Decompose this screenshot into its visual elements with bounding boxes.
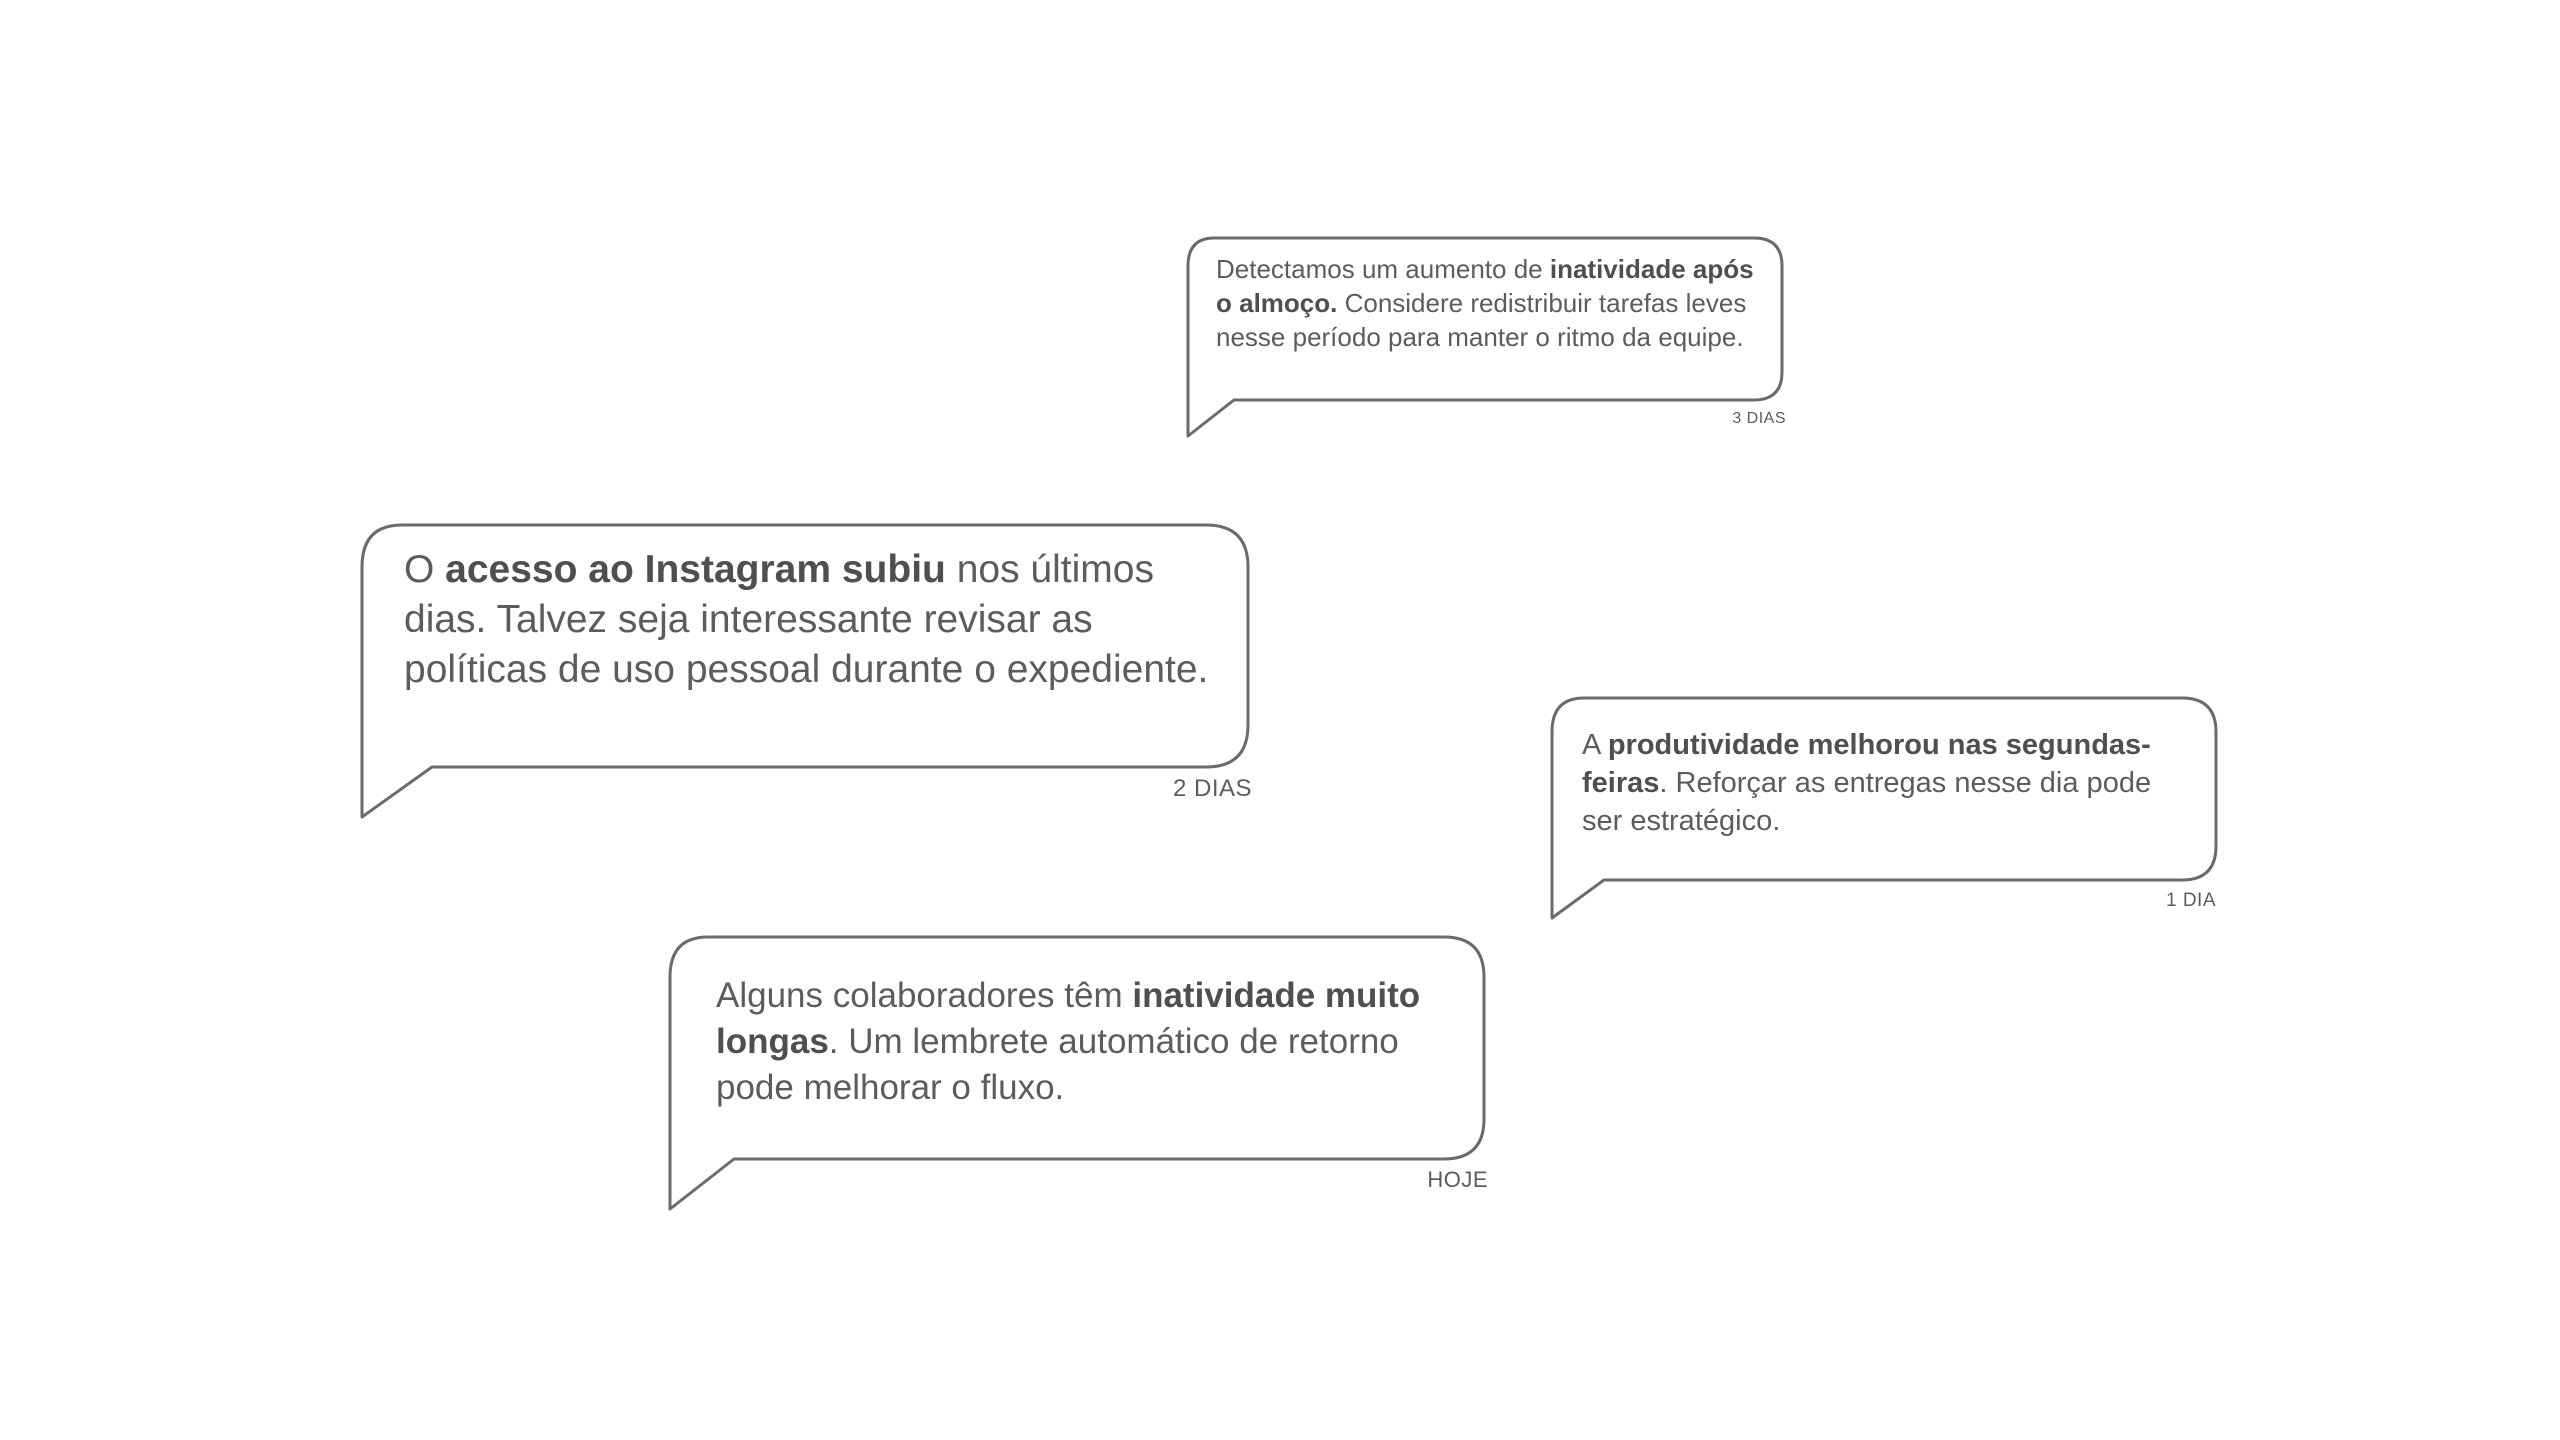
message-text: . Um lembrete automático de retorno pode melhorar o fluxo. (716, 1022, 1399, 1107)
message-text: A (1582, 729, 1608, 761)
message-highlight: produtividade melhorou nas segundas-feiras (1582, 729, 2151, 799)
insight-message (716, 973, 1456, 1111)
insight-bubble-monday-productivity (1550, 698, 2220, 928)
insight-bubble-instagram-access (360, 525, 1252, 825)
insight-message (1216, 252, 1756, 354)
message-text: nos últimos dias. Talvez seja interessante revisar as políticas de uso pessoal durante o expediente. (404, 548, 1209, 691)
message-timestamp: HOJE (1427, 1167, 1488, 1192)
insight-message (1582, 726, 2182, 840)
message-text: . Reforçar as entregas nesse dia pode ser estratégico. (1582, 767, 2152, 837)
insight-bubble-inactivity-after-lunch (1186, 238, 1786, 438)
insight-bubble-long-inactivity (668, 937, 1488, 1217)
message-highlight: inatividade muito longas (716, 976, 1421, 1061)
message-text: O (404, 548, 446, 591)
message-highlight: inatividade após o almoço. (1216, 254, 1754, 318)
message-timestamp: 1 DIA (2165, 890, 2216, 911)
message-text: Alguns colaboradores têm (716, 976, 1133, 1015)
message-timestamp: 3 DIAS (1732, 410, 1786, 427)
message-highlight: acesso ao Instagram subiu (445, 548, 946, 591)
insight-message (404, 545, 1224, 695)
message-text: Detectamos um aumento de (1216, 254, 1550, 284)
message-timestamp: 2 DIAS (1172, 775, 1252, 802)
message-text: Considere redistribuir tarefas leves nesse período para manter o ritmo da equipe. (1216, 288, 1747, 352)
